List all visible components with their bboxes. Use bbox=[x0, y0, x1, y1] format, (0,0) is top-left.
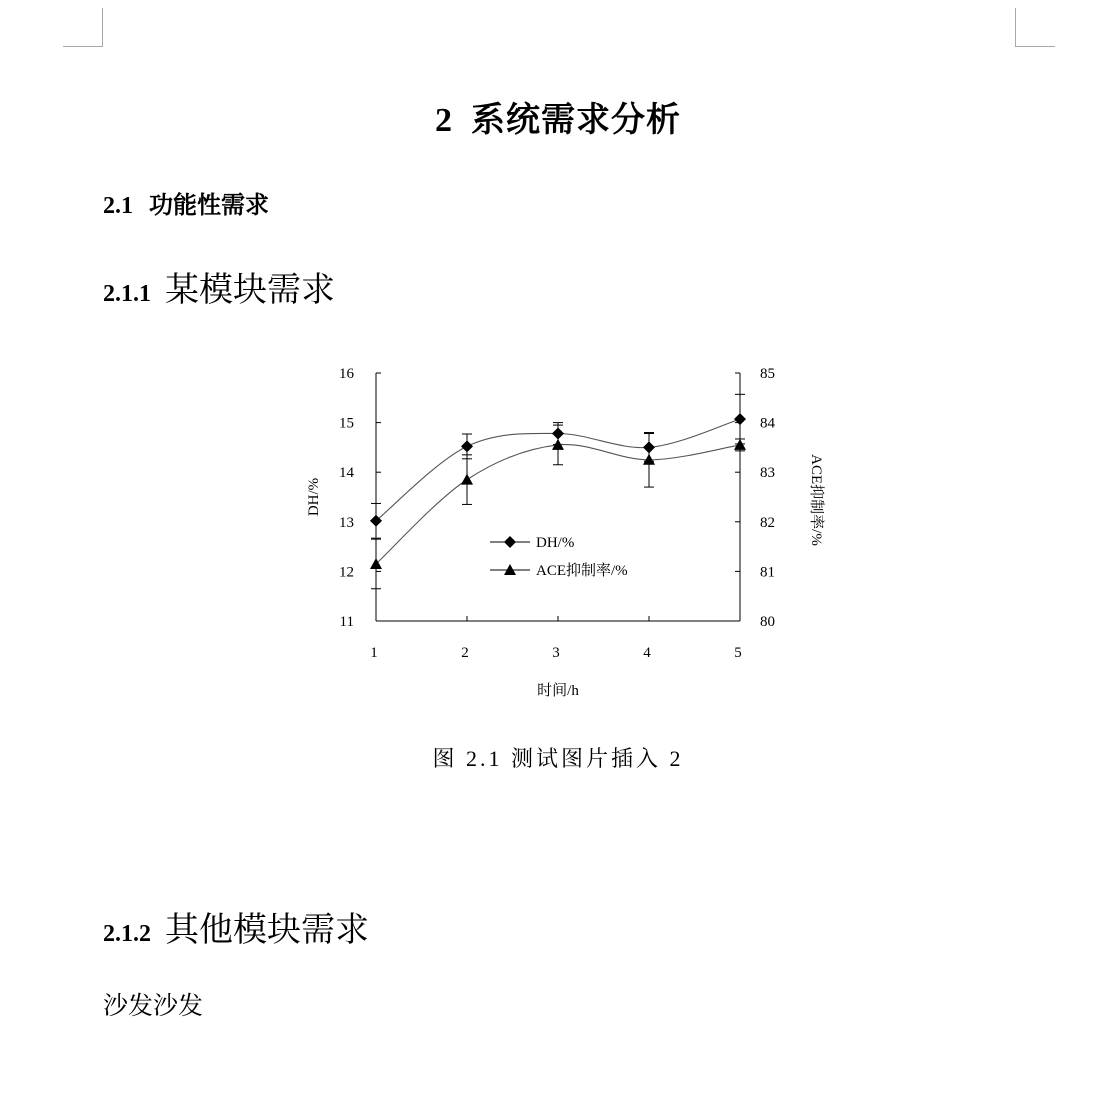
chapter-title: 系统需求分析 bbox=[471, 102, 681, 139]
legend-marker bbox=[504, 536, 516, 548]
y-tick-label-left: 13 bbox=[339, 514, 354, 531]
x-tick-label: 5 bbox=[734, 645, 742, 661]
legend-label: ACE抑制率/% bbox=[536, 563, 628, 579]
y-tick-label-right: 84 bbox=[760, 415, 775, 432]
y-tick-label-right: 81 bbox=[760, 564, 775, 581]
section-title: 功能性需求 bbox=[149, 193, 269, 219]
x-tick-label: 2 bbox=[461, 645, 469, 661]
y-tick-label-left: 14 bbox=[339, 465, 354, 482]
figure-caption: 图 2.1 测试图片插入 2 bbox=[432, 746, 684, 771]
y-axis-title-right: ACE抑制率/% bbox=[808, 454, 824, 546]
y-tick-label-right: 80 bbox=[760, 614, 775, 630]
x-tick-label: 1 bbox=[370, 645, 378, 661]
y-tick-label-right: 85 bbox=[760, 366, 775, 382]
y-tick-label-left: 11 bbox=[339, 614, 354, 630]
section-number: 2.1 bbox=[103, 193, 133, 219]
data-point-series-1 bbox=[461, 440, 473, 452]
y-tick-label-right: 83 bbox=[760, 465, 775, 482]
y-tick-label-left: 15 bbox=[339, 415, 354, 432]
x-tick-label: 3 bbox=[552, 645, 560, 661]
y-tick-label-right: 82 bbox=[760, 514, 775, 531]
subsection-title-a: 某模块需求 bbox=[165, 272, 335, 309]
y-axis-title-left: DH/% bbox=[306, 477, 322, 517]
body-paragraph: 沙发沙发 bbox=[103, 993, 204, 1020]
chapter-number: 2 bbox=[435, 102, 453, 139]
data-point-series-1 bbox=[734, 413, 746, 425]
subsection-number-a: 2.1.1 bbox=[103, 281, 151, 307]
x-axis-title: 时间/h bbox=[537, 683, 579, 699]
data-point-series-2 bbox=[461, 474, 473, 485]
subsection-title-b: 其他模块需求 bbox=[165, 912, 369, 949]
subsection-number-b: 2.1.2 bbox=[103, 921, 151, 947]
y-tick-label-left: 16 bbox=[339, 366, 354, 382]
y-tick-label-left: 12 bbox=[339, 564, 354, 581]
x-tick-label: 4 bbox=[643, 645, 651, 661]
subsection-heading-b bbox=[103, 902, 369, 951]
legend-label: DH/% bbox=[536, 535, 575, 551]
